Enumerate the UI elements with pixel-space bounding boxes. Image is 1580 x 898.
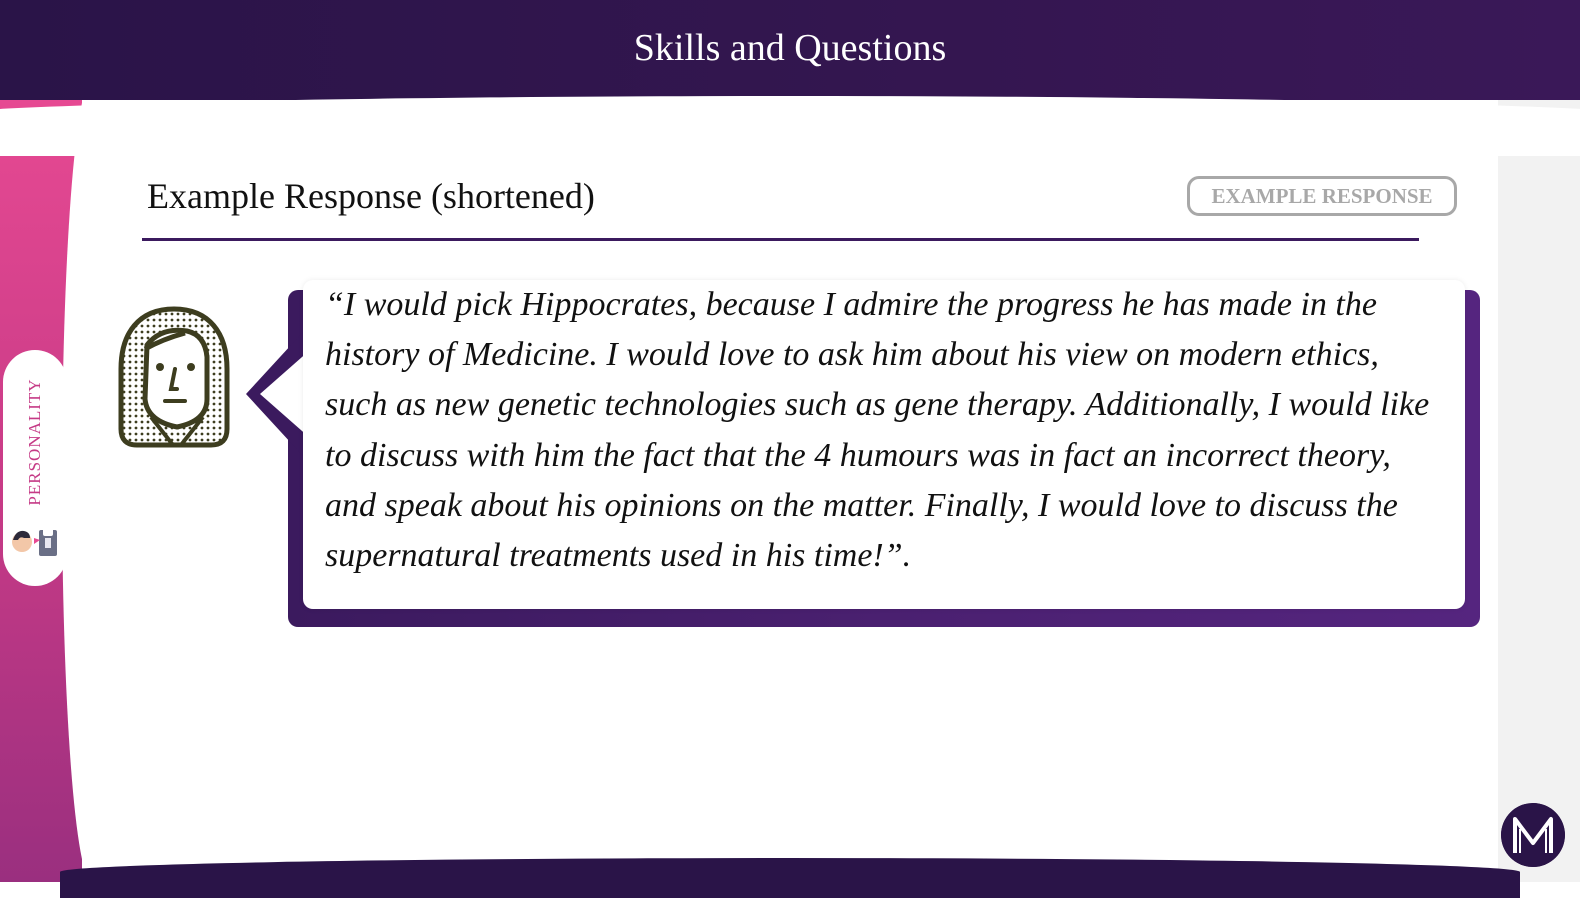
section-divider <box>142 238 1419 241</box>
page-title: Skills and Questions <box>633 27 947 69</box>
header-curve <box>0 96 1580 156</box>
bottom-band <box>60 858 1520 898</box>
speech-bubble-pointer <box>240 330 310 470</box>
example-response-badge: EXAMPLE RESPONSE <box>1187 176 1457 216</box>
response-quote: “I would pick Hippocrates, because I admire the progress he has made in the history of Medicine. I would love to ask him about his view on modern ethics, such as new genetic technologies such as gene therapy. Additionally, I would like to discuss with him the fact that the 4 humours was in fact an incorrect theory, and speak about his opinions on the matter. Finally, I would love to discuss the supernatural treatments used in his time!”. <box>325 286 1430 575</box>
woman-face-icon <box>115 305 233 451</box>
personality-tab-label: PERSONALITY <box>25 378 44 506</box>
m-logo-icon <box>1501 803 1565 867</box>
people-icon <box>10 526 60 558</box>
section-heading: Example Response (shortened) <box>147 176 595 216</box>
right-background-strip <box>1498 90 1580 882</box>
